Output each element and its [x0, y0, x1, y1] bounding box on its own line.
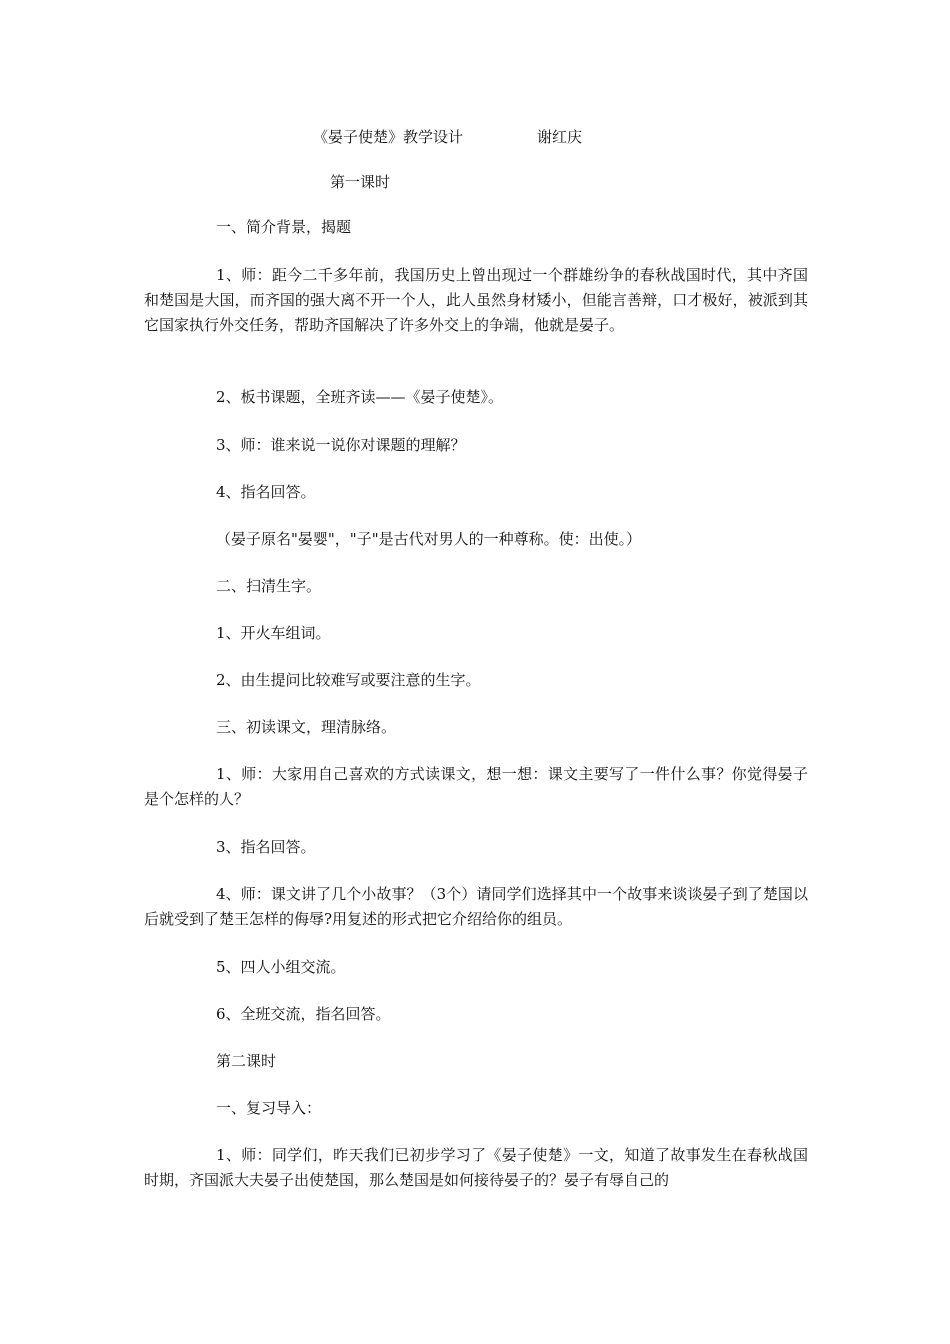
section-3-paragraph-5: 6、全班交流，指名回答。: [216, 1005, 391, 1023]
section-1-heading: 一、简介背景，揭题: [216, 218, 352, 236]
lesson-2-section-1-paragraph-1: 1、师：同学们，昨天我们已初步学习了《晏子使楚》一文，知道了故事发生在春秋战国时期，齐国派大夫晏子出使楚国，那么楚国是如何接待晏子的？晏子有辱自己的: [144, 1146, 808, 1189]
section-3-paragraph-3: 4、师：课文讲了几个小故事？（3个）请同学们选择其中一个故事来谈谈晏子到了楚国以后就受到了楚王怎样的侮辱?用复述的形式把它介绍给你的组员。: [144, 885, 808, 928]
section-1-note: （晏子原名"晏婴"，"子"是古代对男人的一种尊称。使：出使。）: [216, 530, 642, 548]
document-title: 《晏子使楚》教学设计: [313, 128, 464, 146]
lesson-2-section-1-heading: 一、复习导入：: [216, 1099, 322, 1117]
section-2-paragraph-2: 2、由生提问比较难写或要注意的生字。: [216, 671, 481, 689]
section-1-paragraph-4: 4、指名回答。: [216, 483, 316, 501]
document-author: 谢红庆: [537, 128, 583, 146]
section-3-paragraph-4: 5、四人小组交流。: [216, 958, 346, 976]
lesson-1-heading: 第一课时: [330, 173, 391, 191]
section-1-paragraph-2: 2、板书课题，全班齐读——《晏子使楚》。: [216, 388, 504, 406]
section-3-heading: 三、初读课文，理清脉络。: [216, 718, 397, 736]
section-1-paragraph-1: 1、师：距今二千多年前，我国历史上曾出现过一个群雄纷争的春秋战国时代，其中齐国和楚国是大国，而齐国的强大离不开一个人，此人虽然身材矮小，但能言善辩，口才极好，被派到其它国家执行外交任务，帮助齐国解决了许多外交上的争端，他就是晏子。: [144, 266, 808, 334]
section-3-paragraph-2: 3、指名回答。: [216, 838, 316, 856]
section-2-heading: 二、扫清生字。: [216, 577, 322, 595]
section-1-paragraph-3: 3、师：谁来说一说你对课题的理解？: [216, 436, 466, 454]
section-3-paragraph-1: 1、师：大家用自己喜欢的方式读课文，想一想：课文主要写了一件什么事？你觉得晏子是个怎样的人？: [144, 765, 808, 808]
section-2-paragraph-1: 1、开火车组词。: [216, 624, 331, 642]
lesson-2-heading: 第二课时: [216, 1052, 277, 1070]
